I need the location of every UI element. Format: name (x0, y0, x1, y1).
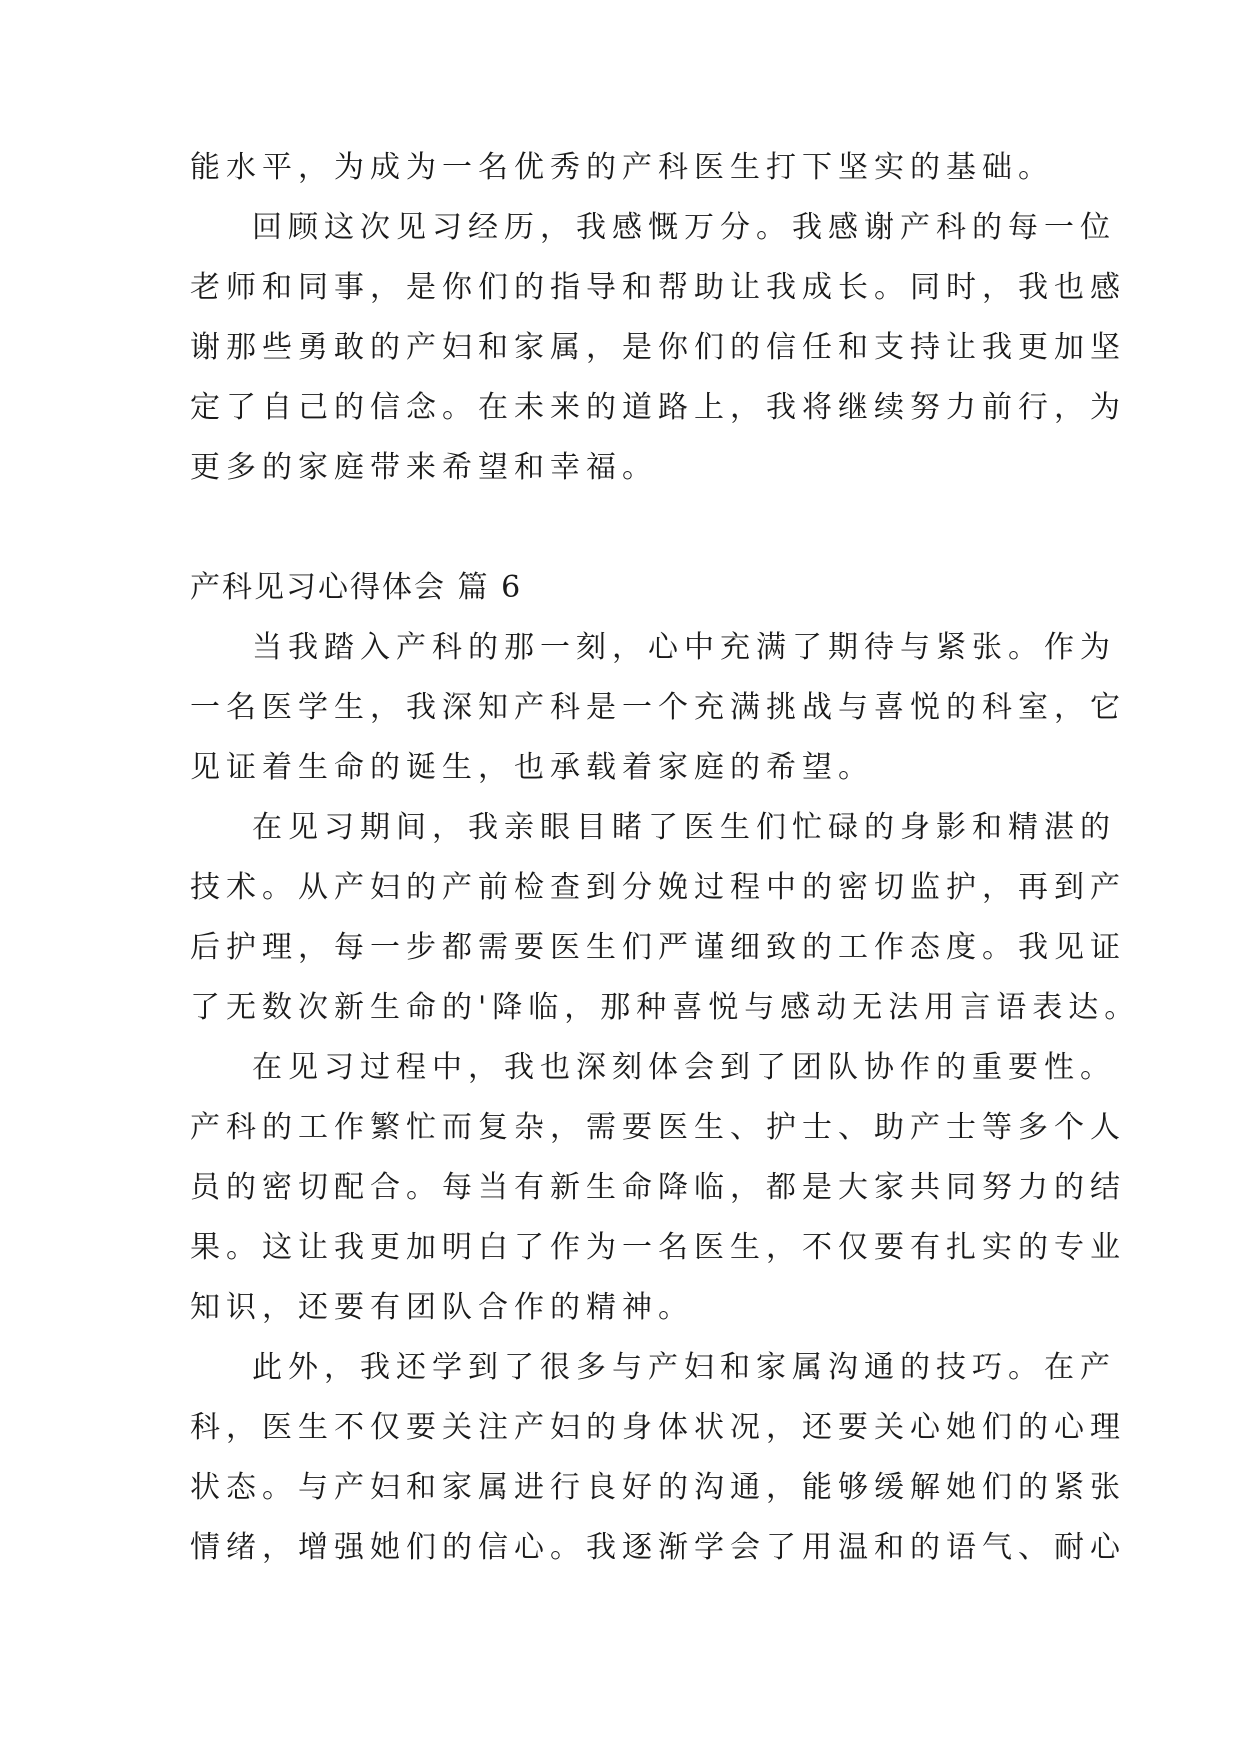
text-line: 员的密切配合。每当有新生命降临，都是大家共同努力的结 (190, 1170, 1126, 1205)
text-line: 科，医生不仅要关注产妇的身体状况，还要关心她们的心理 (190, 1410, 1126, 1445)
text-line: 定了自己的信念。在未来的道路上，我将继续努力前行，为 (190, 390, 1126, 425)
text-line: 在见习过程中，我也深刻体会到了团队协作的重要性。 (252, 1050, 1116, 1085)
text-line: 知识，还要有团队合作的精神。 (190, 1290, 694, 1325)
text-line: 一名医学生，我深知产科是一个充满挑战与喜悦的科室，它 (190, 690, 1126, 725)
text-line: 此外，我还学到了很多与产妇和家属沟通的技巧。在产 (252, 1350, 1116, 1385)
text-line: 产科的工作繁忙而复杂，需要医生、护士、助产士等多个人 (190, 1110, 1126, 1145)
text-line: 见证着生命的诞生，也承载着家庭的希望。 (190, 750, 874, 785)
text-line: 了无数次新生命的'降临，那种喜悦与感动无法用言语表达。 (190, 990, 1141, 1025)
text-line: 情绪，增强她们的信心。我逐渐学会了用温和的语气、耐心 (190, 1530, 1126, 1565)
text-line: 能水平，为成为一名优秀的产科医生打下坚实的基础。 (190, 150, 1054, 185)
text-line: 在见习期间，我亲眼目睹了医生们忙碌的身影和精湛的 (252, 810, 1116, 845)
text-line: 当我踏入产科的那一刻，心中充满了期待与紧张。作为 (252, 630, 1116, 665)
text-line: 果。这让我更加明白了作为一名医生，不仅要有扎实的专业 (190, 1230, 1126, 1265)
text-line: 谢那些勇敢的产妇和家属，是你们的信任和支持让我更加坚 (190, 330, 1126, 365)
text-line: 后护理，每一步都需要医生们严谨细致的工作态度。我见证 (190, 930, 1126, 965)
text-line: 更多的家庭带来希望和幸福。 (190, 450, 658, 485)
text-line: 技术。从产妇的产前检查到分娩过程中的密切监护，再到产 (190, 870, 1126, 905)
text-line: 老师和同事，是你们的指导和帮助让我成长。同时，我也感 (190, 270, 1126, 305)
section-heading: 产科见习心得体会 篇 6 (190, 570, 523, 605)
text-line: 状态。与产妇和家属进行良好的沟通，能够缓解她们的紧张 (190, 1470, 1126, 1505)
text-line: 回顾这次见习经历，我感慨万分。我感谢产科的每一位 (252, 210, 1116, 245)
